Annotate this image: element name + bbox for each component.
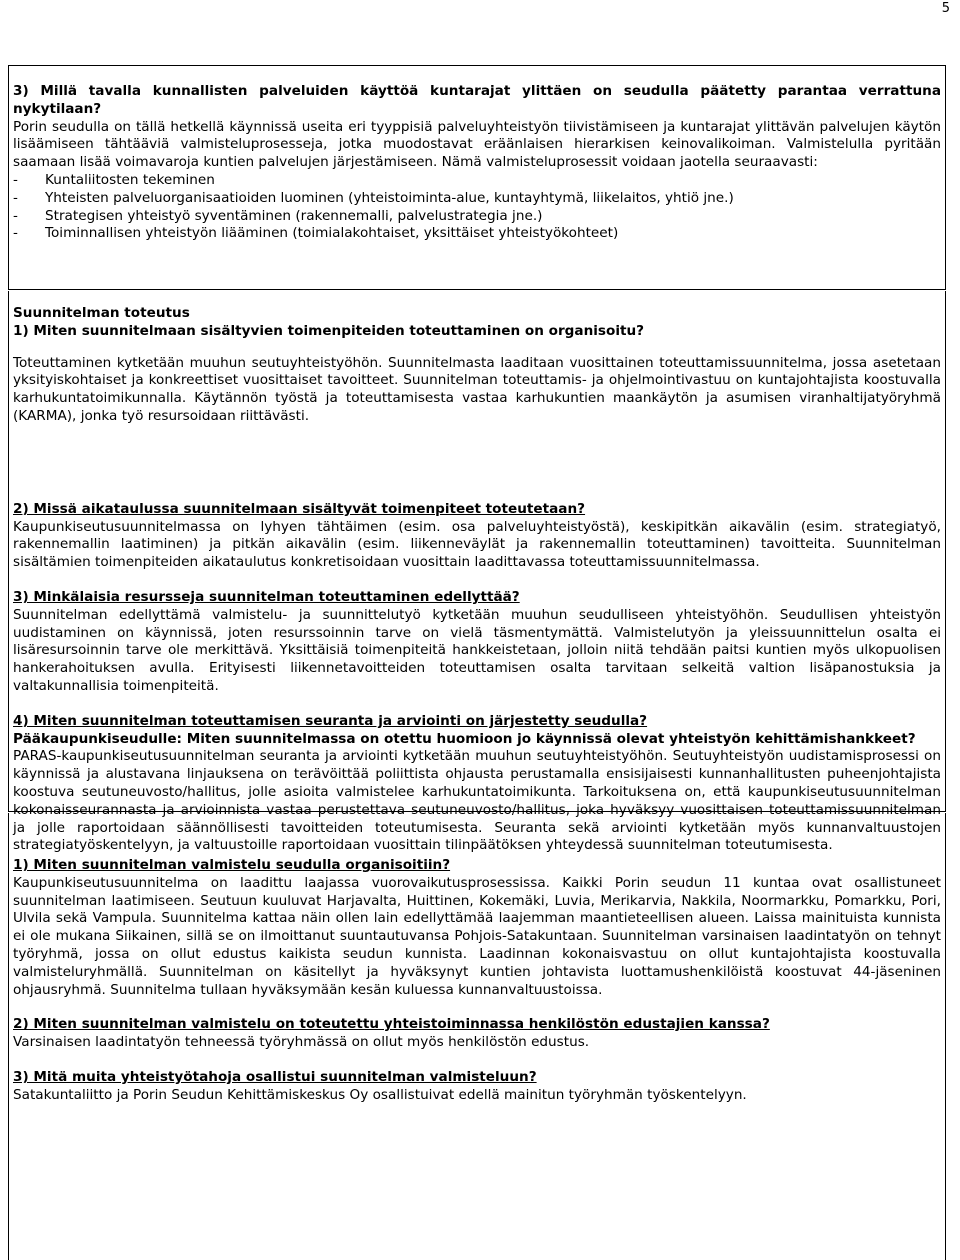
section-implementation-box [8, 291, 946, 854]
question-heading: 4) Miten suunnitelman toteuttamisen seuranta ja arviointi on järjestetty seudulla? [13, 712, 648, 729]
question-heading: 3) Millä tavalla kunnallisten palveluiden käyttöä kuntarajat ylittäen on seudulla päätetty parantaa verrattuna nykytilaan? [13, 83, 941, 117]
question-heading: 1) Miten suunnitelmaan sisältyvien toimenpiteiden toteuttaminen on organisoitu? [13, 322, 645, 339]
list-item-text: Strategisen yhteistyö syventäminen (rakennemalli, palvelustrategia jne.) [45, 207, 543, 224]
process-list [13, 172, 941, 243]
section-title: Suunnitelman toteutus [13, 305, 190, 321]
list-item [13, 172, 941, 190]
list-item [13, 208, 941, 226]
list-dash: - [13, 171, 18, 188]
question-heading: 3) Mitä muita yhteistyötahoja osallistui suunnitelman valmisteluun? [13, 1068, 537, 1085]
list-item [13, 225, 941, 243]
question-heading: 3) Minkälaisia resursseja suunnitelman toteuttaminen edellyttää? [13, 588, 520, 605]
list-dash: - [13, 189, 18, 206]
question-heading: 2) Miten suunnitelman valmistelu on toteutettu yhteistoiminnassa henkilöstön edustajien kanssa? [13, 1016, 770, 1033]
answer-paragraph: Kaupunkiseutusuunnitelmassa on lyhyen tähtäimen (esim. osa palveluyhteistyöstä), keskipitkän aikavälin (esim. strategiatyö, rakennemallin laatiminen) ja pitkän aikavälin (esim. liikenneväylät ja rakennemallin toteuttaminen) tavoitteita. Suunnitelman sisältämien toimenpiteiden aikataulutus konkretisoidaan vuosittain laadittavassa toteuttamissuunnitelmassa. [13, 518, 941, 571]
answer-paragraph: Porin seudulla on tällä hetkellä käynnissä useita eri tyyppisiä palveluyhteistyön tiivistämiseen ja kuntarajat ylittävän palvelujen käytön lisäämiseen tähtääviä valmisteluprosesseja, jotka muodostavat eräänlaisen hierarkisen keinovalikoiman. Valmistelulla pyritään saamaan lisää voimavaroja kuntien palvelujen järjestämiseen. Nämä valmisteluprosessit voidaan jaotella seuraavasti: [13, 118, 941, 171]
list-dash: - [13, 207, 18, 224]
list-item-text: Yhteisten palveluorganisaatioiden luominen (yhteistoiminta-alue, kuntayhtymä, liikelaitos, yhtiö jne.) [45, 189, 734, 206]
answer-paragraph: PARAS-kaupunkiseutusuunnitelman seuranta ja arviointi kytketään muuhun seutuyhteistyöhön. Seutuyhteistyön uudistamisprosessi on käynnissä ja alustavana linjauksena on terävöittää poliittista ohjausta perustamalla ensisijaisesti kunnanhallitusten puheenjohtajista koostuva seutuneuvosto/hallitus, jolle asioita valmistelee karhukuntatoimikunta. Tarkoituksena on, että kaupunkiseutusuunnitelman kokonaisseurannasta ja arvioinnista vastaa perustettava seutuneuvosto/hallitus, joka hyväksyy vuosittaisen toteuttamissuunnitelman ja jolle raportoidaan säännöllisesti tavoitteiden toteutumisesta. Seuranta sekä arviointi kytketään myös kunnanvaltuustojen strategiatyöskentelyyn, ja valtuustoille raportoidaan vuosittain tilinpäätöksen yhteydessä suunnitelman toteutumisesta. [13, 748, 941, 854]
question-heading: 1) Miten suunnitelman valmistelu seudulla organisoitiin? [13, 857, 451, 873]
answer-paragraph: Kaupunkiseutusuunnitelma on laadittu laajassa vuorovaikutusprosessissa. Kaikki Porin seudun 11 kuntaa ovat osallistuneet suunnitelman laatimiseen. Seutuun kuuluvat Harjavalta, Huittinen, Kokemäki, Luvia, Merikarvia, Nakkila, Noormarkku, Pomarkku, Pori, Ulvila sekä Vampula. Suunnitelma kattaa näin ollen lain edellyttämää laajemman maantieteellisen alueen. Laissa mainituista kunnista ei ole mukana Siikainen, sillä se on ilmoittanut suuntautuvansa Pohjois-Satakuntaan. Suunnitelman varsinaisen laadintatyön on tehnyt työryhmä, jossa on ollut edustus kaikista seudun kunnista. Laadinnan kokonaisvastuu on ollut kuntajohtajista koostuvalla valmisteluryhmällä. Suunnitelman on käsitellyt ja hyväksynyt kuntien johtavista luottamushenkilöistä koostuvat 44-jäseninen ohjausryhmä. Suunnitelma tullaan hyväksymään kesän kuluessa kunnanvaltuustoissa. [13, 874, 941, 998]
answer-paragraph: Suunnitelman edellyttämä valmistelu- ja suunnittelutyö kytketään muuhun seudulliseen yhteistyöhön. Seudullisen yhteistyön uudistaminen on käynnissä, joten resurssoinnin tarve on vielä täsmentymättä. Valmistelutyön ja yleissuunnittelun osalta ei lisäresursoinnin tarve ole merkittävä. Yksittäisiä toimenpiteitä hankkeistetaan, jolloin niitä tehdään paitsi kuntien myös ulkopuolisen hankerahoituksen avulla. Erityisesti liikennetavoitteiden toteuttamisen osalta tarvitaan selkeitä valtion lisäpanostuksia ja valtakunnallisia toimenpiteitä. [13, 606, 941, 694]
question-subheading: Pääkaupunkiseudulle: Miten suunnitelmassa on otettu huomioon jo käynnissä olevat yhteistyön kehittämishankkeet? [13, 730, 916, 747]
answer-paragraph: Satakuntaliitto ja Porin Seudun Kehittämiskeskus Oy osallistuivat edellä mainitun työryhmän työskentelyyn. [13, 1086, 747, 1103]
list-dash: - [13, 225, 18, 242]
answer-paragraph: Toteuttaminen kytketään muuhun seutuyhteistyöhön. Suunnitelmasta laaditaan vuosittainen toteuttamissuunnitelma, jossa asetetaan yksityiskohtaiset ja konkreettiset vuosittaiset tavoitteet. Suunnitelman toteuttamis- ja ohjelmointivastuu on kuntajohtajista koostuvalla karhukuntatoimikunnalla. Käytännön työstä ja toteuttamisesta vastaa karhukuntien maankäytön ja asumisen viranhaltijatyöryhmä (KARMA), jonka työ resursoidaan riittävästi. [13, 354, 941, 424]
section-services-box [8, 65, 946, 290]
list-item-text: Kuntaliitosten tekeminen [45, 171, 215, 188]
question-heading: 2) Missä aikataulussa suunnitelmaan sisältyvät toimenpiteet toteutetaan? [13, 500, 586, 517]
list-item-text: Toiminnallisen yhteistyön liääminen (toimialakohtaiset, yksittäiset yhteistyökohteet) [45, 225, 619, 242]
list-item [13, 190, 941, 208]
section-preparation-box [8, 813, 946, 1260]
answer-paragraph: Varsinaisen laadintatyön tehneessä työryhmässä on ollut myös henkilöstön edustus. [13, 1034, 590, 1051]
page-number: 5 [941, 1, 950, 16]
